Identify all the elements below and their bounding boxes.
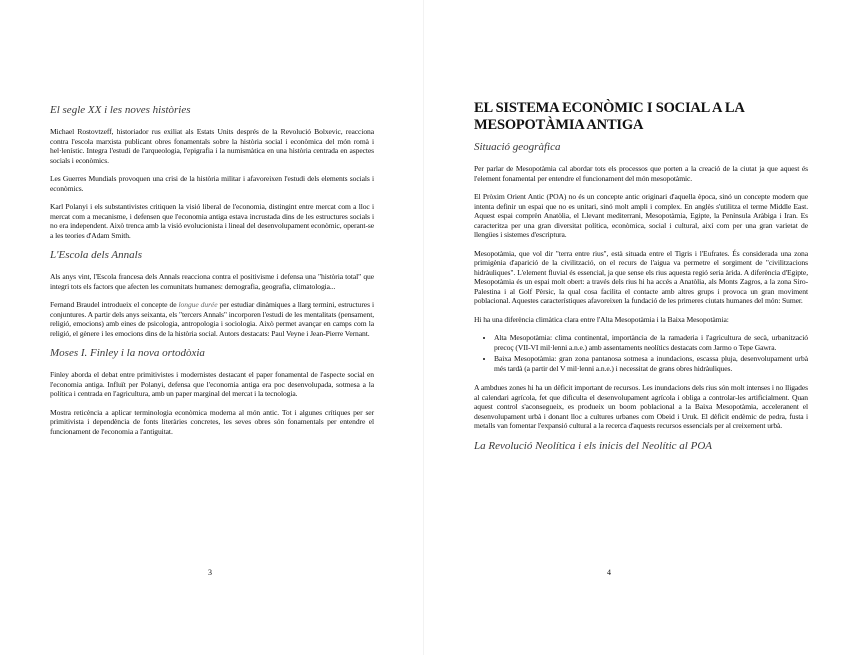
paragraph: Mesopotàmia, que vol dir "terra entre rius", està situada entre el Tigris i l'Eufrates. És considerada una zona primigènia d'aparició de la civilització, on el recurs de l'aigua va permetre el sorgiment de "civilitzacions hidràuliques". L'element fluvial és essencial, ja que sense els rius aquesta regió seria àrida. A diferència d'Egipte, Mesopotàmia és un espai molt obert: a través dels rius hi ha accés a Anatòlia, als Monts Zagros, a la zona Siro-Palestina i al Golf Pèrsic, la qual cosa facilita el contacte amb altres grups i provoca un gran moviment poblacional. Aquestes característiques afavoreixen la fundació de les primeres ciutats humanes del món: Sumer. (474, 248, 808, 305)
right-page (424, 0, 848, 655)
list-item: • Alta Mesopotàmia: clima continental, importància de la ramaderia i l'agricultura de secà, urbanització precoç (VII-VI mil·lenni a.n.e.) amb assentaments neolítics destacats com Jarmo o Tepe Gawra. (494, 333, 808, 352)
section-heading: L'Escola dels Annals (50, 249, 142, 261)
section-heading: Moses I. Finley i la nova ortodòxia (50, 347, 205, 359)
paragraph: Mostra reticència a aplicar terminologia econòmica moderna al món antic. Tot i algunes crítiques per ser primitivista i dependència de fonts literàries concretes, les seves obres són fonamentals per entendre el funcionament de l'economia a l'antiguitat. (50, 407, 374, 436)
highlighted-term: longue durée (178, 300, 218, 309)
section-heading: Situació geogràfica (474, 141, 561, 153)
page-number: 3 (208, 568, 212, 577)
paragraph: Als anys vint, l'Escola francesa dels Annals reacciona contra el positivisme i defensa una "història total" que integri tots els factors que afecten les comunitats humanes: demografia, geografia, climatologia... (50, 272, 374, 291)
section-heading: La Revolució Neolítica i els inicis del Neolític al POA (474, 439, 712, 452)
paragraph: Fernand Braudel introdueix el concepte de longue durée per estudiar dinàmiques a llarg termini, estructures i conjuntures. A partir dels anys seixanta, els "tercers Annals" incorporen l'estudi de les mentalitats (pensament, religió, emocions) amb eines de psicologia, antropologia i sociologia. Això permet avançar en camps com la religió, el gènere i les emocions dins de la història social. Autors destacats: Paul Veyne i Jean-Pierre Vernant. (50, 300, 374, 338)
paragraph: A ambdues zones hi ha un dèficit important de recursos. Les inundacions dels rius són molt intenses i no lligades al calendari agrícola, fet que dificulta el desenvolupament agrícola i obliga a controlar-les artificialment. Quan aquest control s'aconsegueix, es produeix un boom poblacional a la Baixa Mesopotàmia, acceleranent el desenvolupament urbà i donant lloc a cultures urbanes com Obeid i Uruk. El dèficit endèmic de pedra, fusta i metalls van fomentar l'expansió cultural a la recerca d'aquests recursos essencials per al creixement urbà. (474, 383, 808, 430)
section-heading: El segle XX i les noves històries (50, 104, 191, 116)
paragraph: Finley aborda el debat entre primitivistes i modernistes destacant el paper fonamental de l'aspecte social en l'economia antiga. Influït per Polanyi, defensa que l'economia antiga era poc desenvolupada, sotmesa a la política i centrada en l'agricultura, amb un paper marginal del mercat i la tecnologia. (50, 370, 374, 398)
paragraph: Hi ha una diferència climàtica clara entre l'Alta Mesopotàmia i la Baixa Mesopotàmia: (474, 314, 729, 324)
page-number: 4 (607, 568, 611, 577)
paragraph: Les Guerres Mundials provoquen una crisi de la història militar i afavoreixen l'estudi dels elements socials i econòmics. (50, 174, 374, 193)
list-item: • Baixa Mesopotàmia: gran zona pantanosa sotmesa a inundacions, escassa pluja, desenvolupament urbà més tardà (a partir del V mil·lenni a.n.e.) i necessitat de grans obres hidràuliques. (494, 354, 808, 373)
bullet-list (474, 333, 808, 373)
paragraph: Michael Rostovtzeff, historiador rus exiliat als Estats Units després de la Revolució Bolxevic, reacciona contra l'escola marxista publicant obres fonamentals sobre la història social i econòmica del món romà i hel·lenístic. Integra l'estudi de l'arqueologia, l'epigrafia i la numismàtica en una història centrada en aspectes socials i econòmics. (50, 127, 374, 165)
chapter-title: EL SISTEMA ECONÒMIC I SOCIAL A LA MESOPOTÀMIA ANTIGA (474, 100, 744, 133)
paragraph: El Pròxim Orient Antic (POA) no és un concepte antic originari d'aquella època, sinó un concepte modern que intenta definir un espai que no es unitari, sinó molt ampli i complex. En anglès s'utilitza el terme Middle East. Aquest espai comprèn Anatòlia, el Llevant mediterrani, Mesopotàmia, Egipte, la Península Aràbiga i Iran. Es caracteritza per una gran diversitat política, econòmica, social i cultural, així com per una gran varietat de llengües i sistemes d'escriptura. (474, 192, 808, 239)
paragraph: Per parlar de Mesopotàmia cal abordar tots els processos que porten a la creació de la ciutat ja que aquest és l'element fonamental per entendre el funcionament del món mesopotàmic. (474, 164, 808, 183)
paragraph: Karl Polanyi i els substantivistes critiquen la visió liberal de l'economia, distingint entre mercat com a lloc i mercat com a mecanisme, i defensen que l'economia antiga estava incrustada dins de les estructures socials i no era independent. Això trenca amb la visió evolucionista i lineal del desenvolupament econòmic, operant-se a les teories d'Adam Smith. (50, 202, 374, 240)
